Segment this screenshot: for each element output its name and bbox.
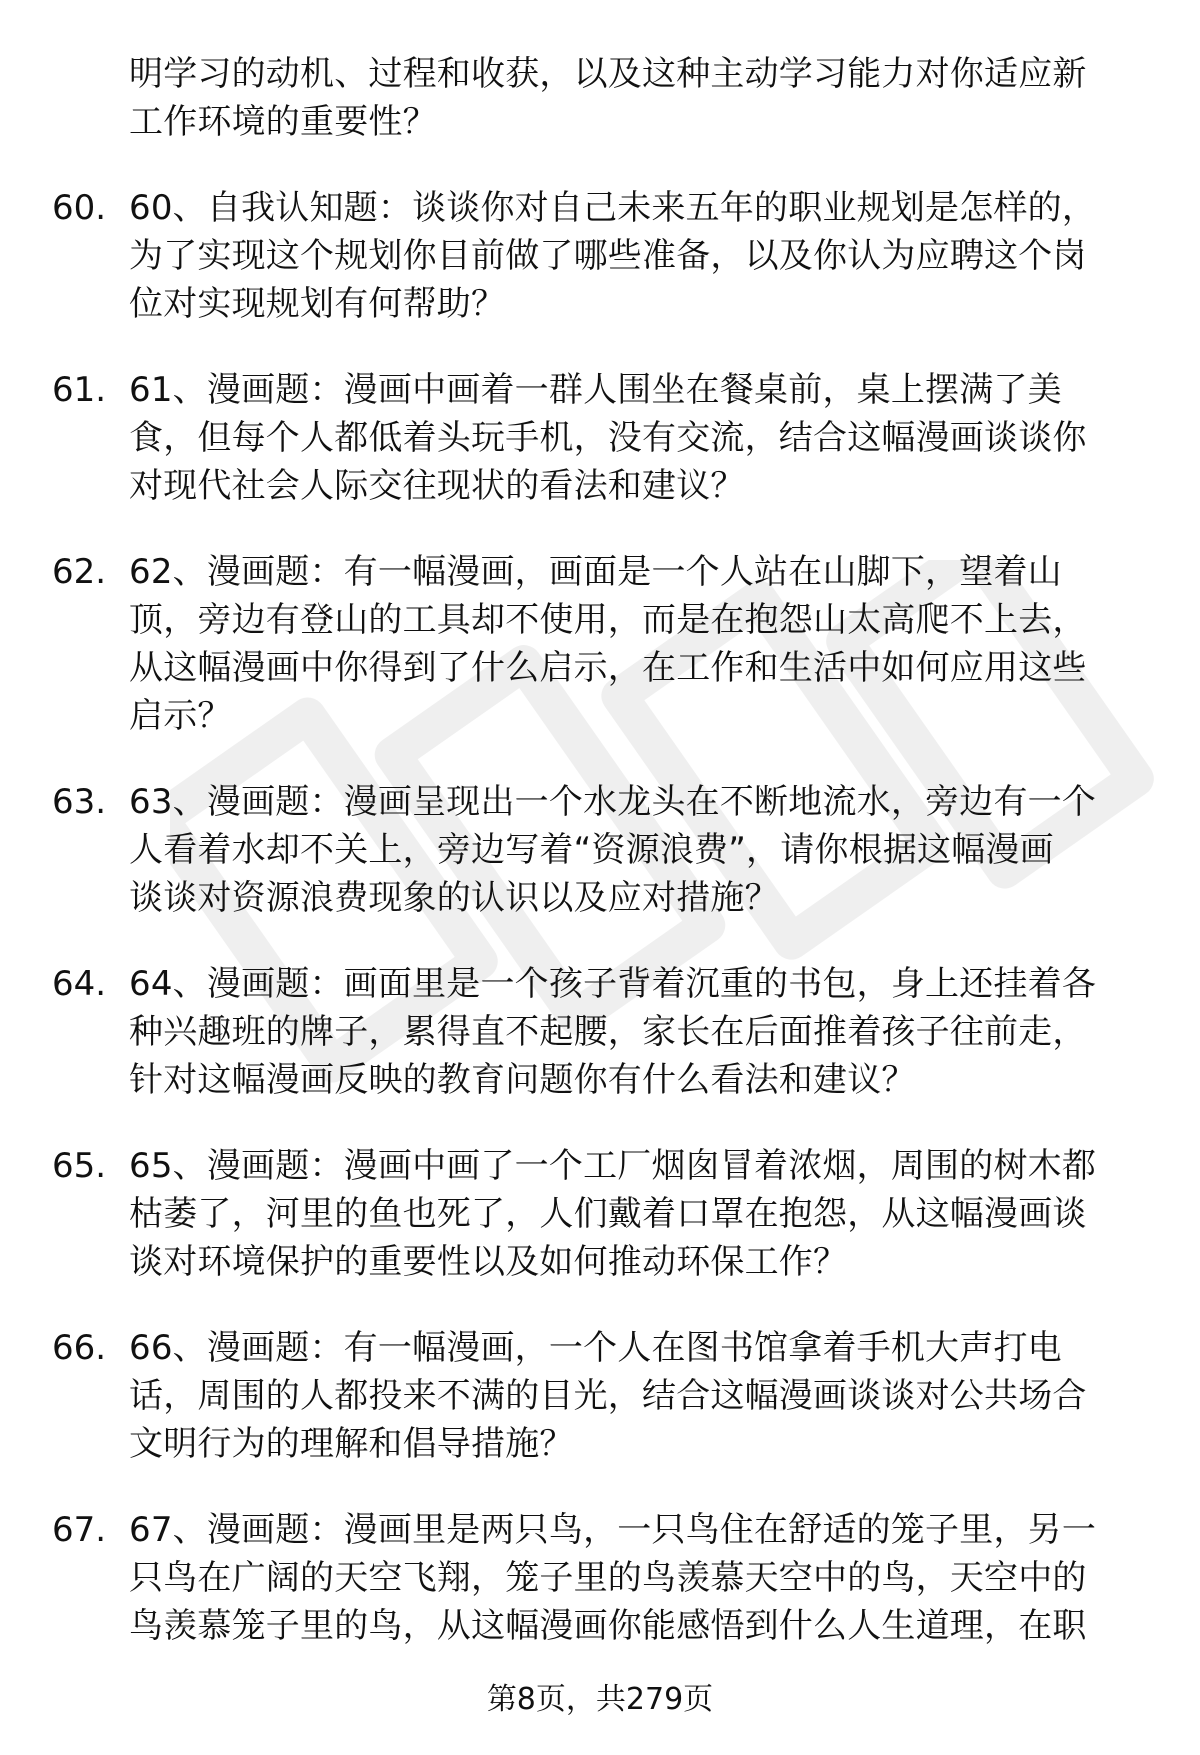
content-area	[0, 50, 1200, 1650]
list-item	[0, 1324, 1200, 1468]
question-text: 64、漫画题：画面里是一个孩子背着沉重的书包，身上还挂着各 种兴趣班的牌子，累得直不起腰，家长在后面推着孩子往前走， 针对这幅漫画反映的教育问题你有什么看法和建议？	[129, 964, 1097, 1100]
list-item	[0, 366, 1200, 510]
question-number: 62.	[52, 552, 107, 592]
question-number: 63.	[52, 782, 107, 822]
question-text: 63、漫画题：漫画呈现出一个水龙头在不断地流水，旁边有一个 人看着水却不关上，旁边写着“资源浪费”，请你根据这幅漫画 谈谈对资源浪费现象的认识以及应对措施？	[129, 782, 1097, 918]
continued-paragraph: 明学习的动机、过程和收获，以及这种主动学习能力对你适应新 工作环境的重要性？	[129, 54, 1087, 142]
list-item	[0, 1506, 1200, 1650]
question-text: 65、漫画题：漫画中画了一个工厂烟囱冒着浓烟，周围的树木都 枯萎了，河里的鱼也死了，人们戴着口罩在抱怨，从这幅漫画谈 谈对环境保护的重要性以及如何推动环保工作？	[129, 1146, 1097, 1282]
list-item	[0, 548, 1200, 740]
question-number: 60.	[52, 188, 107, 228]
question-text: 61、漫画题：漫画中画着一群人围坐在餐桌前，桌上摆满了美 食，但每个人都低着头玩手机，没有交流，结合这幅漫画谈谈你 对现代社会人际交往现状的看法和建议？	[129, 370, 1087, 506]
question-text: 62、漫画题：有一幅漫画，画面是一个人站在山脚下，望着山 顶，旁边有登山的工具却不使用，而是在抱怨山太高爬不上去， 从这幅漫画中你得到了什么启示，在工作和生活中如何应用这些 启示？	[129, 552, 1087, 736]
list-item	[0, 960, 1200, 1104]
list-item	[0, 778, 1200, 922]
question-number: 61.	[52, 370, 107, 410]
question-number: 64.	[52, 964, 107, 1004]
question-number: 67.	[52, 1510, 107, 1550]
page-footer: 第8页，共279页	[486, 1682, 714, 1717]
question-number: 66.	[52, 1328, 107, 1368]
list-item	[0, 184, 1200, 328]
question-list	[0, 184, 1200, 1650]
question-text: 66、漫画题：有一幅漫画，一个人在图书馆拿着手机大声打电 话，周围的人都投来不满的目光，结合这幅漫画谈谈对公共场合 文明行为的理解和倡导措施？	[129, 1328, 1087, 1464]
question-text: 60、自我认知题：谈谈你对自己未来五年的职业规划是怎样的， 为了实现这个规划你目前做了哪些准备，以及你认为应聘这个岗 位对实现规划有何帮助？	[129, 188, 1097, 324]
question-text: 67、漫画题：漫画里是两只鸟，一只鸟住在舒适的笼子里，另一 只鸟在广阔的天空飞翔，笼子里的鸟羡慕天空中的鸟，天空中的 鸟羡慕笼子里的鸟，从这幅漫画你能感悟到什么人生道理，在职	[129, 1510, 1097, 1646]
question-number: 65.	[52, 1146, 107, 1186]
list-item	[0, 1142, 1200, 1286]
